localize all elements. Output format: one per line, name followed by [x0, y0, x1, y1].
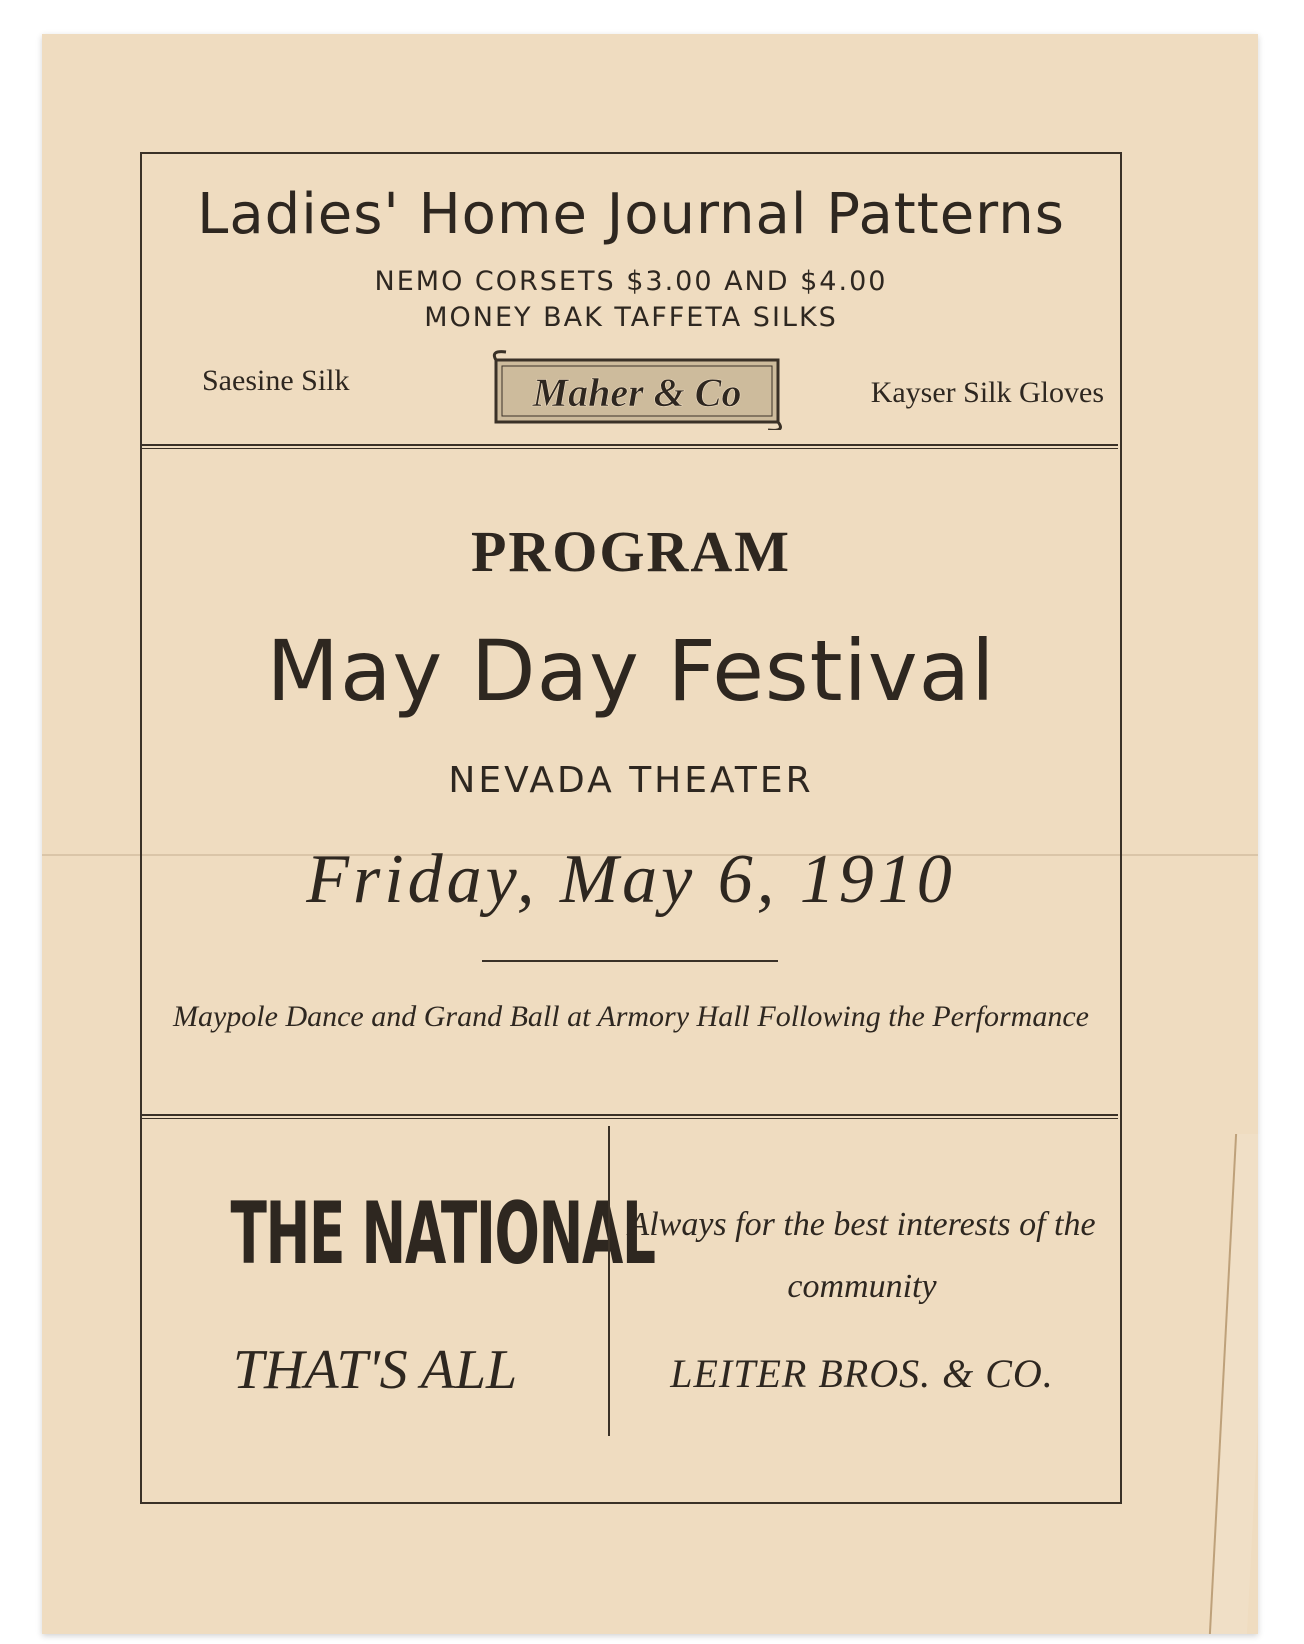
program-heading: PROGRAM — [470, 519, 792, 584]
ad-left-item: Saesine Silk — [202, 364, 350, 397]
top-advertisement — [142, 154, 1120, 444]
ad-line-silks: MONEY BAK TAFFETA SILKS — [424, 302, 838, 333]
national-ad-name: THE NATIONAL — [230, 1184, 655, 1284]
leiter-ad-company: LEITER BROS. & CO. — [670, 1351, 1054, 1396]
ad-divider — [608, 1126, 610, 1436]
national-ad-tagline: THAT'S ALL — [232, 1339, 518, 1401]
paper-tear — [1209, 1134, 1273, 1634]
leiter-ad-slogan: Always for the best interests of the community — [628, 1206, 1096, 1305]
maypole-note: Maypole Dance and Grand Ball at Armory Hall Following the Performance — [173, 1000, 1089, 1033]
ad-right-item: Kayser Silk Gloves — [870, 376, 1104, 409]
ad-line-corsets: NEMO CORSETS $3.00 AND $4.00 — [374, 266, 888, 297]
section-rule-bottom — [140, 1114, 1118, 1119]
festival-date: Friday, May 6, 1910 — [306, 841, 956, 918]
ad-headline: Ladies' Home Journal Patterns — [197, 182, 1065, 247]
venue-name: NEVADA THEATER — [448, 760, 814, 801]
maher-logo — [492, 350, 782, 430]
section-rule-top — [140, 444, 1118, 449]
date-underline — [482, 960, 778, 962]
program-frame — [140, 152, 1122, 1504]
festival-title: May Day Festival — [266, 622, 996, 720]
program-sheet — [42, 34, 1258, 1634]
maher-logo-text: Maher & Co — [532, 370, 742, 415]
